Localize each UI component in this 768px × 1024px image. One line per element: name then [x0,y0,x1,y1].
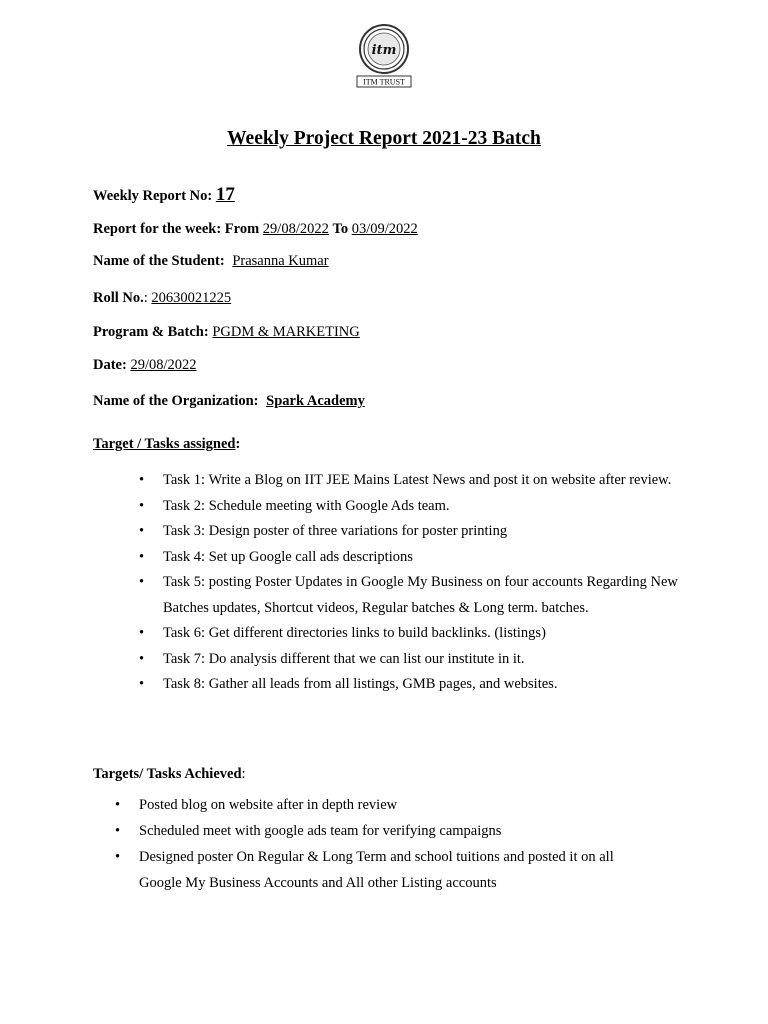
tasks-assigned-colon: : [235,436,241,452]
organization-label: Name of the Organization: [93,393,259,409]
itm-logo-icon [354,22,414,88]
list-item: • Scheduled meet with google ads team for verifying campaigns [139,818,659,844]
organization-line [93,393,365,410]
student-line [93,253,329,270]
program-value: PGDM & MARKETING [212,324,360,340]
week-from: 29/08/2022 [262,221,329,237]
list-item: • Task 1: Write a Blog on IIT JEE Mains Latest News and post it on website after review. [163,468,683,494]
list-item: • Posted blog on website after in depth review [139,792,659,818]
report-number-label: Weekly Report No: [93,188,213,204]
roll-value: 20630021225 [151,290,232,306]
report-week-line [93,221,418,238]
list-item: • Task 5: posting Poster Updates in Google My Business on four accounts Regarding New Batches updates, Shortcut videos, Regular batches & Long term. batches. [163,570,683,621]
list-item: • Task 7: Do analysis different that we can list our institute in it. [163,647,683,673]
list-item: • Task 4: Set up Google call ads descriptions [163,545,683,571]
report-title: Weekly Project Report 2021-23 Batch [227,128,541,149]
roll-label: Roll No. [93,290,144,306]
tasks-achieved-list [139,792,659,896]
list-item: • Task 2: Schedule meeting with Google Ads team. [163,494,683,520]
tasks-achieved-colon: : [241,766,246,782]
organization-value: Spark Academy [266,393,365,409]
student-name: Prasanna Kumar [232,253,329,269]
tasks-assigned-heading-text: Target / Tasks assigned [93,436,236,452]
week-label: Report for the week: From [93,221,260,237]
date-label: Date: [93,357,127,373]
week-to: 03/09/2022 [351,221,418,237]
date-day-month: 29/08/ [130,357,168,373]
itm-trust-logo [354,22,414,88]
report-number-line [93,184,235,206]
report-number-value: 17 [215,184,235,205]
list-item: • Task 3: Design poster of three variations for poster printing [163,519,683,545]
date-line [93,357,197,374]
list-item: • Task 6: Get different directories links to build backlinks. (listings) [163,621,683,647]
date-year: 2022 [167,357,197,373]
program-line [93,324,360,341]
week-to-label: To [332,221,349,237]
list-item: • Task 8: Gather all leads from all listings, GMB pages, and websites. [163,672,683,698]
program-label: Program & Batch: [93,324,209,340]
roll-line [93,290,231,307]
svg-text:ITM TRUST: ITM TRUST [363,77,405,87]
student-label: Name of the Student: [93,253,225,269]
tasks-achieved-heading-text: Targets/ Tasks Achieved [93,766,242,782]
roll-sep: : [143,290,148,306]
tasks-assigned-heading [93,436,240,453]
tasks-achieved-heading [93,766,246,783]
list-item: • Designed poster On Regular & Long Term and school tuitions and posted it on all Google My Business Accounts and All other Listing accounts [139,844,659,896]
svg-text:itm: itm [371,43,397,58]
tasks-assigned-list [163,468,683,698]
